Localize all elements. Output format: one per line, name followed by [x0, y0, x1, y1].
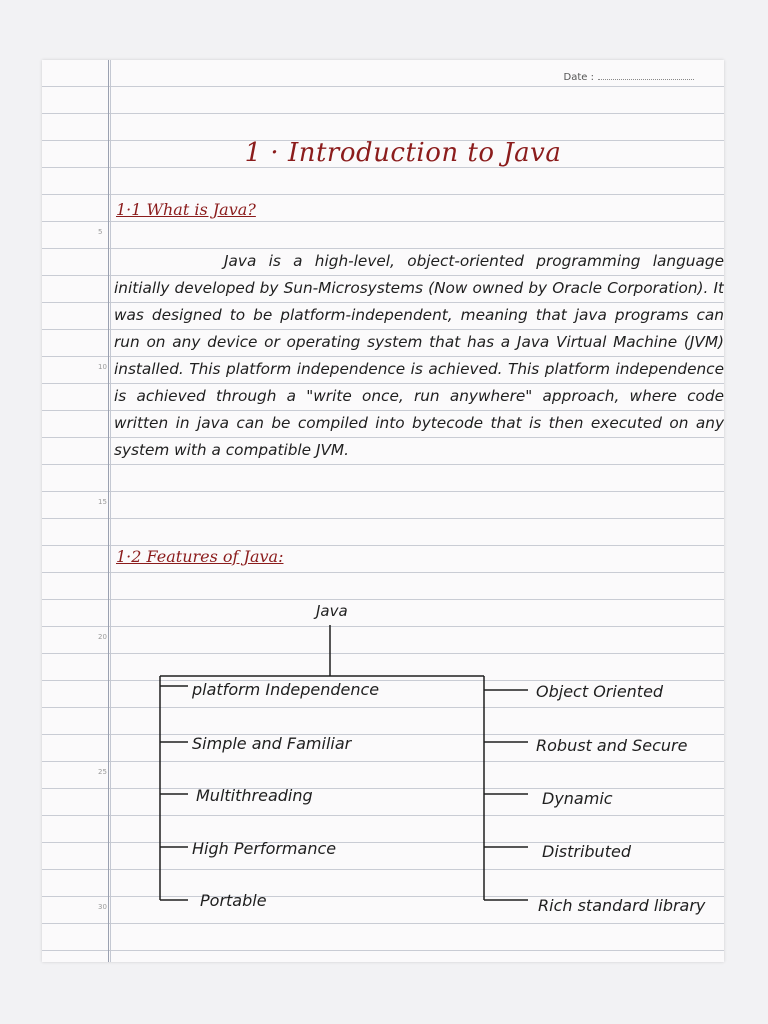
feature-right-item: Object Oriented: [536, 682, 664, 701]
line-number: 30: [98, 903, 107, 911]
feature-left-item: Portable: [200, 891, 267, 910]
line-number: 5: [98, 228, 103, 236]
feature-left-item: Simple and Familiar: [192, 734, 352, 753]
section-paragraph: Java is a high-level, object-oriented programming language initially developed by Sun-Microsystems (Now owned by Oracle Corporation). It was designed to be platform-independent, meaning that java programs can run on any device or operating system that has a Java Virtual Machine (JVM) installed. This platform independence is achieved. This platform independence is achieved through a "write once, run anywhere" approach, where code written in java can be compiled into bytecode that is then executed on any system with a compatible JVM.: [114, 252, 724, 459]
feature-left-item: High Performance: [192, 839, 337, 858]
feature-tree-lines: [42, 60, 724, 962]
feature-left-item: Multithreading: [196, 786, 313, 805]
feature-right-item: Rich standard library: [538, 896, 706, 915]
line-number: 10: [98, 363, 107, 371]
page-title: 1 · Introduction to Java: [244, 138, 562, 168]
line-number: 20: [98, 633, 107, 641]
section-heading-features: 1·2 Features of Java:: [116, 547, 284, 566]
feature-right-item: Dynamic: [542, 789, 613, 808]
tree-root-label: Java: [316, 602, 348, 620]
feature-right-item: Robust and Secure: [536, 736, 688, 755]
feature-right-item: Distributed: [542, 842, 631, 861]
section-heading-what-is-java: 1·1 What is Java?: [116, 200, 256, 219]
line-number: 25: [98, 768, 107, 776]
feature-left-item: platform Independence: [192, 680, 380, 699]
line-number: 15: [98, 498, 107, 506]
notebook-page: [42, 60, 724, 962]
date-label: Date :: [563, 72, 594, 83]
